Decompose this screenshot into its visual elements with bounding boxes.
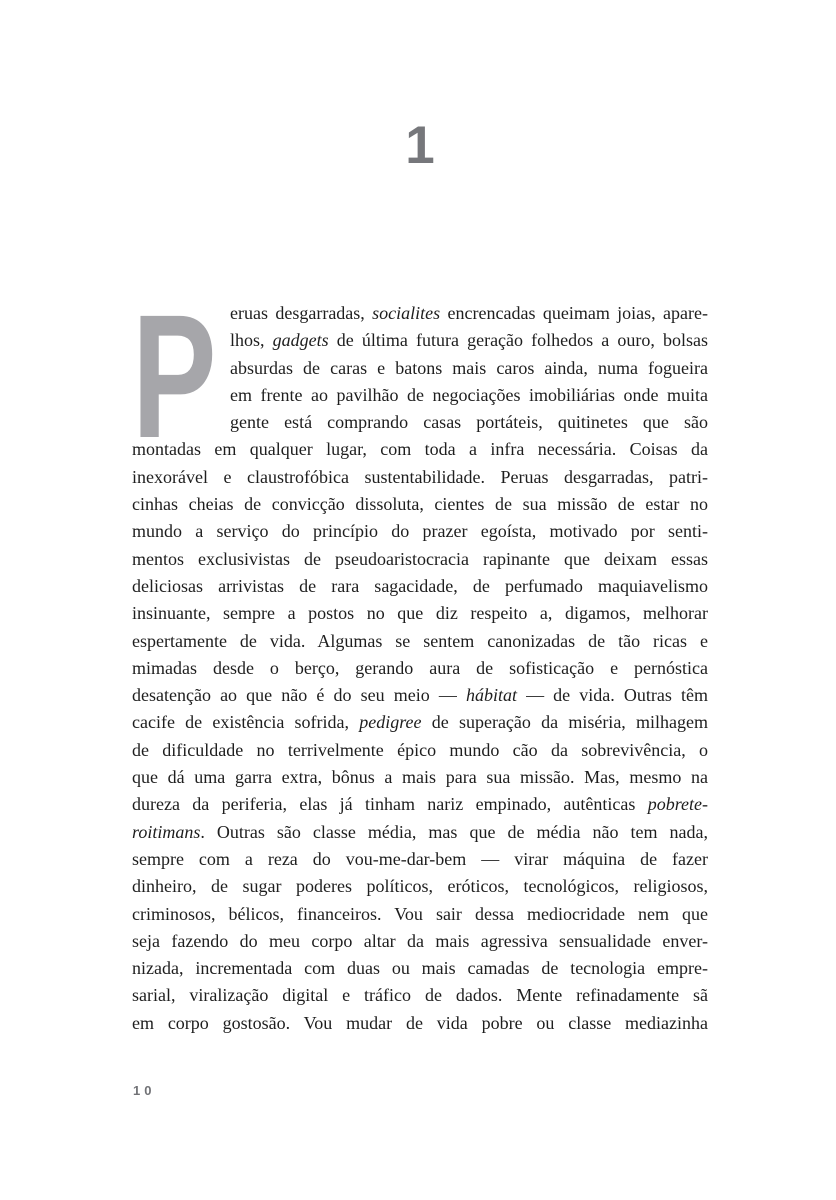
text-line <box>132 791 708 818</box>
drop-cap: P <box>132 279 217 475</box>
text-run: sempre com a reza do vou-me-dar-bem — virar máquina de fazer <box>132 848 708 869</box>
text-line <box>132 901 708 928</box>
text-run: cinhas cheias de convicção dissoluta, cientes de sua missão de estar no <box>132 494 708 515</box>
text-run: que dá uma garra extra, bônus a mais para sua missão. Mas, mesmo na <box>132 767 708 788</box>
text-line <box>132 464 708 491</box>
text-line <box>132 682 708 709</box>
text-line <box>132 355 708 382</box>
body-text-block <box>132 279 708 1037</box>
italic-text-run: roitimans <box>132 821 201 842</box>
text-line <box>132 955 708 982</box>
text-run: em corpo gostosão. Vou mudar de vida pobre ou classe mediazinha <box>132 1012 708 1033</box>
text-line <box>132 518 708 545</box>
text-line <box>132 327 708 354</box>
italic-text-run: socialites <box>372 303 441 323</box>
text-run: deliciosas arrivistas de rara sagacidade, de perfumado maquiavelismo <box>132 575 708 596</box>
paragraph <box>132 279 708 1037</box>
text-run: de última futura geração folhedos a ouro, bolsas <box>328 330 708 351</box>
text-line <box>132 1010 708 1037</box>
italic-text-run: pobrete- <box>647 794 708 815</box>
text-run: cacife de existência sofrida, <box>132 712 360 733</box>
text-line <box>132 546 708 573</box>
text-line <box>132 737 708 764</box>
text-run: de superação da miséria, milhagem <box>421 712 708 733</box>
text-run: espertamente de vida. Algumas se sentem canonizadas de tão ricas e <box>132 630 708 651</box>
text-line <box>132 409 708 436</box>
text-line <box>132 600 708 627</box>
text-run: mimadas desde o berço, gerando aura de sofisticação e pernóstica <box>132 657 708 678</box>
text-line <box>132 846 708 873</box>
text-line <box>132 873 708 900</box>
text-run: de dificuldade no terrivelmente épico mundo cão da sobrevivência, o <box>132 739 708 760</box>
italic-text-run: hábitat <box>465 685 517 706</box>
italic-text-run: pedigree <box>359 712 422 733</box>
text-run: desatenção ao que não é do seu meio — <box>132 685 466 706</box>
text-line <box>132 573 708 600</box>
chapter-number: 1 <box>405 116 435 175</box>
text-line <box>132 709 708 736</box>
text-run: sarial, viralização digital e tráfico de dados. Mente refinadamente sã <box>132 985 708 1006</box>
text-line <box>132 436 708 463</box>
text-run: encrencadas queimam joias, apare- <box>440 303 708 323</box>
text-run: — de vida. Outras têm <box>516 685 708 706</box>
text-run: criminosos, bélicos, financeiros. Vou sair dessa mediocridade nem que <box>132 903 708 924</box>
text-run: insinuante, sempre a postos no que diz respeito a, digamos, melhorar <box>132 603 708 624</box>
text-run: nizada, incrementada com duas ou mais camadas de tecnologia empre- <box>132 958 708 979</box>
text-line <box>132 982 708 1009</box>
text-line <box>132 764 708 791</box>
text-run: . Outras são classe média, mas que de média não tem nada, <box>200 821 708 842</box>
text-run: eruas desgarradas, <box>230 303 373 323</box>
text-line <box>132 382 708 409</box>
text-run: gente está comprando casas portáteis, quitinetes que são <box>230 412 708 433</box>
text-line <box>132 491 708 518</box>
text-run: absurdas de caras e batons mais caros ainda, numa fogueira <box>230 357 708 378</box>
text-line <box>132 628 708 655</box>
italic-text-run: gadgets <box>272 330 329 351</box>
text-run: inexorável e claustrofóbica sustentabilidade. Peruas desgarradas, patri- <box>132 466 708 487</box>
text-run: em frente ao pavilhão de negociações imobiliárias onde muita <box>230 384 708 405</box>
text-run: dinheiro, de sugar poderes políticos, eróticos, tecnológicos, religiosos, <box>132 876 708 897</box>
text-run: seja fazendo do meu corpo altar da mais agressiva sensualidade enver- <box>132 930 708 951</box>
text-run: mentos exclusivistas de pseudoaristocracia rapinante que deixam essas <box>132 548 708 569</box>
text-run: lhos, <box>230 330 273 351</box>
text-line <box>132 655 708 682</box>
text-run: mundo a serviço do princípio do prazer egoísta, motivado por senti- <box>132 521 708 542</box>
text-line <box>132 819 708 846</box>
text-line <box>132 300 708 327</box>
text-run: dureza da periferia, elas já tinham nariz empinado, autênticas <box>132 794 648 815</box>
page-number: 10 <box>133 1083 156 1098</box>
text-run: montadas em qualquer lugar, com toda a infra necessária. Coisas da <box>132 439 708 460</box>
text-line <box>132 928 708 955</box>
